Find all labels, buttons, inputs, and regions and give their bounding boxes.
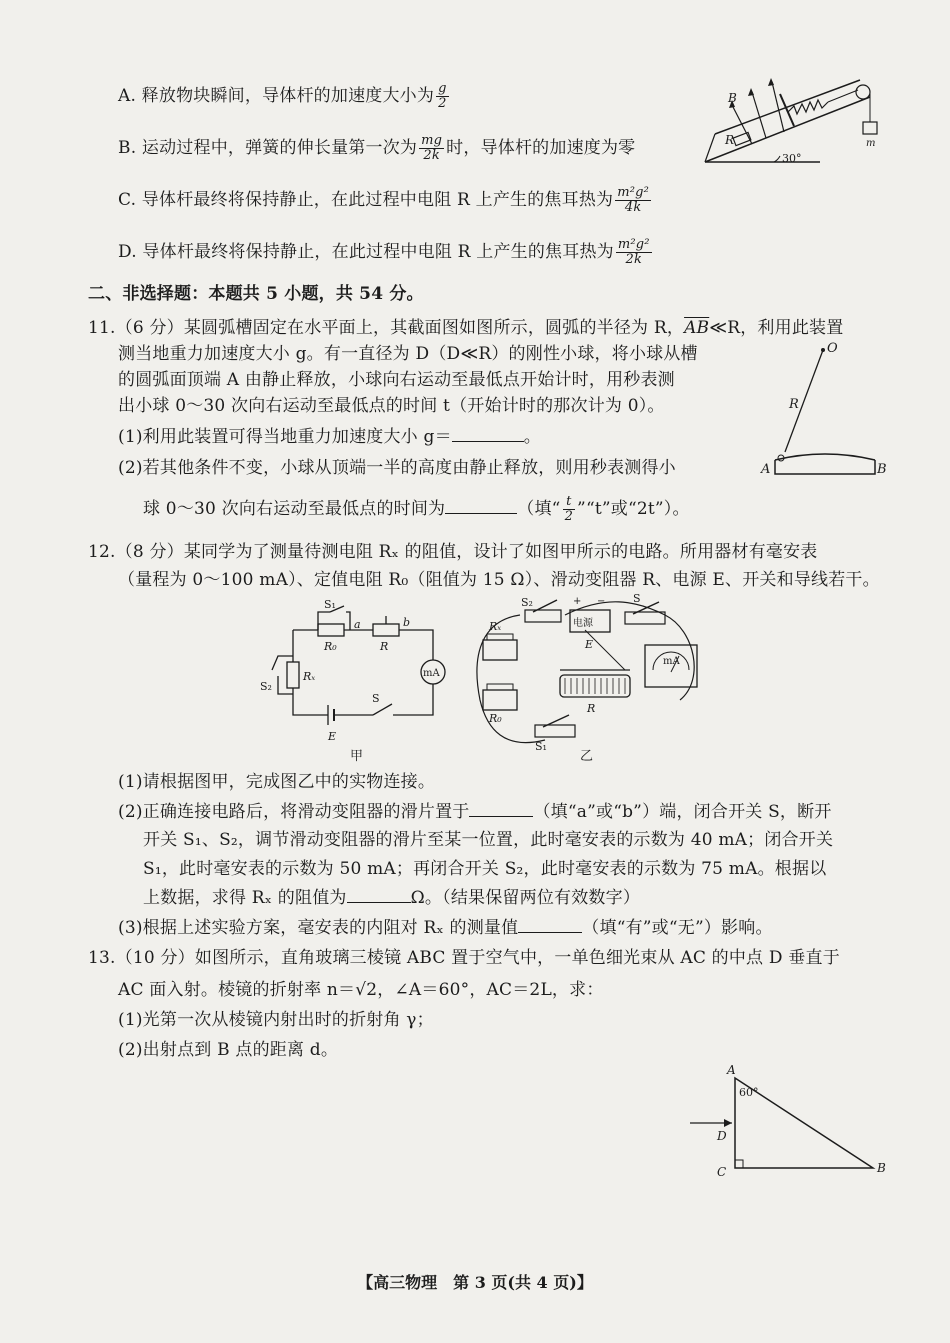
rheostat-coil	[565, 678, 625, 694]
q12-part1: (1)请根据图甲，完成图乙中的实物连接。	[118, 772, 436, 792]
pulley	[856, 85, 870, 99]
label-r: R	[380, 640, 389, 653]
b-arrow-2	[748, 88, 754, 96]
q11-line3: 的圆弧面顶端 A 由静止释放，小球向右运动至最低点开始计时，用秒表测	[118, 370, 675, 390]
option-c-text: C. 导体杆最终将保持静止，在此过程中电阻 R 上产生的焦耳热为	[118, 190, 614, 210]
label-e: E	[328, 730, 337, 743]
label-r0: R₀	[489, 712, 502, 725]
q11-line4: 出小球 0～30 次向右运动至最低点的时间 t（开始计时的那次计为 0）。	[118, 396, 665, 416]
groove-body	[775, 460, 875, 474]
q12-blank-2[interactable]	[347, 886, 411, 903]
option-d	[118, 238, 654, 267]
option-a-fraction	[436, 82, 449, 111]
label-r0: R₀	[324, 640, 337, 653]
q12-p2a-post: （填“a”或“b”）端，闭合开关 S，断开	[533, 802, 832, 822]
rx-box	[483, 640, 517, 660]
frac-den: 2	[564, 509, 574, 524]
rheostat-r	[373, 624, 399, 636]
r0-top	[487, 684, 513, 690]
q12-blank-1[interactable]	[469, 800, 533, 817]
q11-p2b-fill: （填“	[517, 499, 561, 519]
label-plus: +	[573, 596, 582, 607]
q13-part1: (1)光第一次从棱镜内射出时的折射角 γ；	[118, 1010, 434, 1030]
section-2-heading: 二、非选择题：本题共 5 小题，共 54 分。	[88, 284, 424, 304]
q11-p1-post: 。	[523, 427, 541, 447]
label-e: E	[585, 638, 594, 651]
option-b-text: B. 运动过程中，弹簧的伸长量第一次为	[118, 138, 418, 158]
q10-incline-figure	[700, 72, 900, 172]
conducting-rod	[780, 94, 794, 126]
switch-s	[625, 612, 665, 624]
arc-surface	[775, 454, 875, 460]
q12-p2d-text: 上数据，求得 Rₓ 的阻值为	[143, 888, 347, 908]
label-s: S	[372, 692, 380, 705]
q12-p2d-post: Ω。（结果保留两位有效数字）	[410, 888, 641, 908]
q11-arc-figure	[755, 340, 895, 490]
label-c: C	[717, 1165, 727, 1179]
rx-resistor	[287, 662, 299, 688]
light-ray-arrow	[724, 1119, 732, 1127]
option-a-text: A. 释放物块瞬间，导体杆的加速度大小为	[118, 86, 435, 106]
option-d-text: D. 导体杆最终将保持静止，在此过程中电阻 R 上产生的焦耳热为	[118, 242, 614, 262]
option-c-fraction	[615, 186, 651, 215]
label-a: a	[354, 618, 361, 631]
q12-p2a-text: (2)正确连接电路后，将滑动变阻器的滑片置于	[118, 802, 470, 822]
q11-p1-text: (1)利用此装置可得当地重力加速度大小 g＝	[118, 427, 452, 447]
option-c	[118, 186, 653, 215]
label-b: b	[403, 616, 411, 629]
q11-frac	[563, 495, 575, 524]
frac-num: g	[438, 81, 447, 96]
rx-top	[487, 634, 513, 640]
label-ma: mA	[663, 656, 680, 667]
s1-wire-right	[346, 612, 350, 630]
frac-den: 4k	[624, 200, 642, 215]
q12-circuit-jia	[258, 600, 448, 770]
q11-text-1: 11.（6 分）某圆弧槽固定在水平面上，其截面图如图所示，圆弧的半径为 R，	[88, 318, 685, 338]
q12-apparatus-yi	[465, 590, 710, 770]
q11-arc-ab: $\overline{AB}$	[684, 318, 710, 338]
q11-line1	[88, 316, 843, 340]
string	[828, 90, 858, 102]
label-d: D	[717, 1129, 727, 1143]
q12-part2a	[118, 800, 832, 824]
label-a: A	[761, 462, 771, 477]
q13-line2: AC 面入射。棱镜的折射率 n＝√2，∠A＝60°，AC＝2L，求：	[118, 980, 604, 1000]
r0-box	[483, 690, 517, 710]
b-field-line-3	[772, 82, 784, 132]
switch-s1	[535, 725, 575, 737]
option-a	[118, 82, 451, 111]
q11-text-1-post: ≪R，利用此装置	[709, 318, 844, 338]
frac-den: 2	[438, 96, 447, 111]
q11-part1	[118, 425, 541, 449]
q13-line1: 13.（10 分）如图所示，直角玻璃三棱镜 ABC 置于空气中，一单色细光束从 AC 的中点 D 垂直于	[88, 948, 840, 968]
label-b: B	[728, 91, 737, 105]
q12-line2: （量程为 0～100 mA）、定值电阻 R₀（阻值为 15 Ω）、滑动变阻器 R、电源 E、开关和导线若干。	[118, 570, 880, 590]
wire-right	[393, 684, 433, 715]
label-s: S	[633, 592, 641, 605]
label-s1: S₁	[535, 740, 547, 753]
incline-upper-rail	[715, 80, 860, 134]
label-rx: Rₓ	[489, 620, 502, 633]
option-b-text-post: 时，导体杆的加速度为零	[446, 138, 636, 158]
label-s2: S₂	[260, 680, 272, 693]
mass-block	[863, 122, 877, 134]
q12-p3-post: （填“有”或“无”）影响。	[582, 918, 773, 938]
q11-p2b-post: ”“t”或“2t”）。	[577, 499, 690, 519]
page-footer: 【高三物理 第 3 页(共 4 页)】	[357, 1273, 593, 1292]
s1-wire	[318, 612, 330, 630]
label-ma: mA	[423, 668, 440, 679]
label-s1: S₁	[324, 598, 336, 611]
center-point	[821, 348, 825, 352]
q13-prism-figure	[685, 1060, 895, 1190]
frac-den: 2k	[423, 148, 440, 163]
label-a: A	[727, 1063, 736, 1077]
option-b-fraction	[419, 134, 444, 163]
q11-part2b	[143, 495, 690, 524]
label-rx: Rₓ	[303, 670, 316, 683]
spring	[788, 100, 828, 114]
frac-num: mg	[421, 133, 443, 148]
q11-part2: (2)若其他条件不变，小球从顶端一半的高度由静止释放，则用秒表测得小	[118, 458, 676, 478]
rail-end	[705, 134, 715, 162]
frac-den: 2k	[625, 252, 643, 267]
caption-yi: 乙	[580, 749, 594, 764]
q12-part2d	[143, 886, 640, 910]
frac-num: m²g²	[617, 237, 650, 252]
option-b	[118, 134, 635, 163]
label-b: B	[877, 462, 887, 477]
angle-arc	[774, 156, 780, 162]
switch-s2	[525, 610, 561, 622]
caption-jia: 甲	[350, 749, 364, 764]
label-r: R	[725, 133, 735, 147]
label-angle: 30°	[782, 152, 802, 165]
q12-line1: 12.（8 分）某同学为了测量待测电阻 Rₓ 的阻值，设计了如图甲所示的电路。所用器材有毫安表	[88, 542, 818, 562]
q12-part2b: 开关 S₁、S₂，调节滑动变阻器的滑片至某一位置，此时毫安表的示数为 40 mA；闭合开关	[143, 830, 834, 850]
q12-blank-3[interactable]	[518, 916, 582, 933]
b-field-line-1	[732, 105, 752, 144]
battery-label: 电源	[573, 618, 593, 629]
r0-resistor	[318, 624, 344, 636]
q12-p3-text: (3)根据上述实验方案，毫安表的内阻对 Rₓ 的测量值	[118, 918, 519, 938]
b-arrow-3	[768, 78, 774, 86]
q13-part2: (2)出射点到 B 点的距离 d。	[118, 1040, 339, 1060]
right-angle-mark	[735, 1160, 743, 1168]
label-r: R	[789, 397, 799, 412]
label-r: R	[587, 702, 596, 715]
frac-num: t	[563, 495, 575, 510]
label-angle: 60°	[739, 1086, 759, 1099]
label-m: m	[866, 138, 876, 149]
s-switch	[373, 704, 392, 715]
q12-part2c: S₁，此时毫安表的示数为 50 mA；再闭合开关 S₂，此时毫安表的示数为 75 mA。根据以	[143, 859, 827, 879]
q11-p2b-text: 球 0～30 次向右运动至最低点的时间为	[143, 499, 446, 519]
option-d-fraction	[616, 238, 652, 267]
frac-num: m²g²	[617, 185, 650, 200]
resistor-r	[733, 132, 751, 145]
label-b: B	[877, 1161, 886, 1175]
label-o: O	[827, 341, 838, 356]
label-minus: −	[597, 596, 606, 607]
label-s2: S₂	[521, 596, 533, 609]
q11-blank-2[interactable]	[445, 497, 517, 514]
q11-line2: 测当地重力加速度大小 g。有一直径为 D（D≪R）的刚性小球，将小球从槽	[118, 344, 698, 364]
q12-part3	[118, 916, 773, 940]
wire-top-right	[399, 630, 433, 660]
q11-blank-1[interactable]	[452, 425, 524, 442]
